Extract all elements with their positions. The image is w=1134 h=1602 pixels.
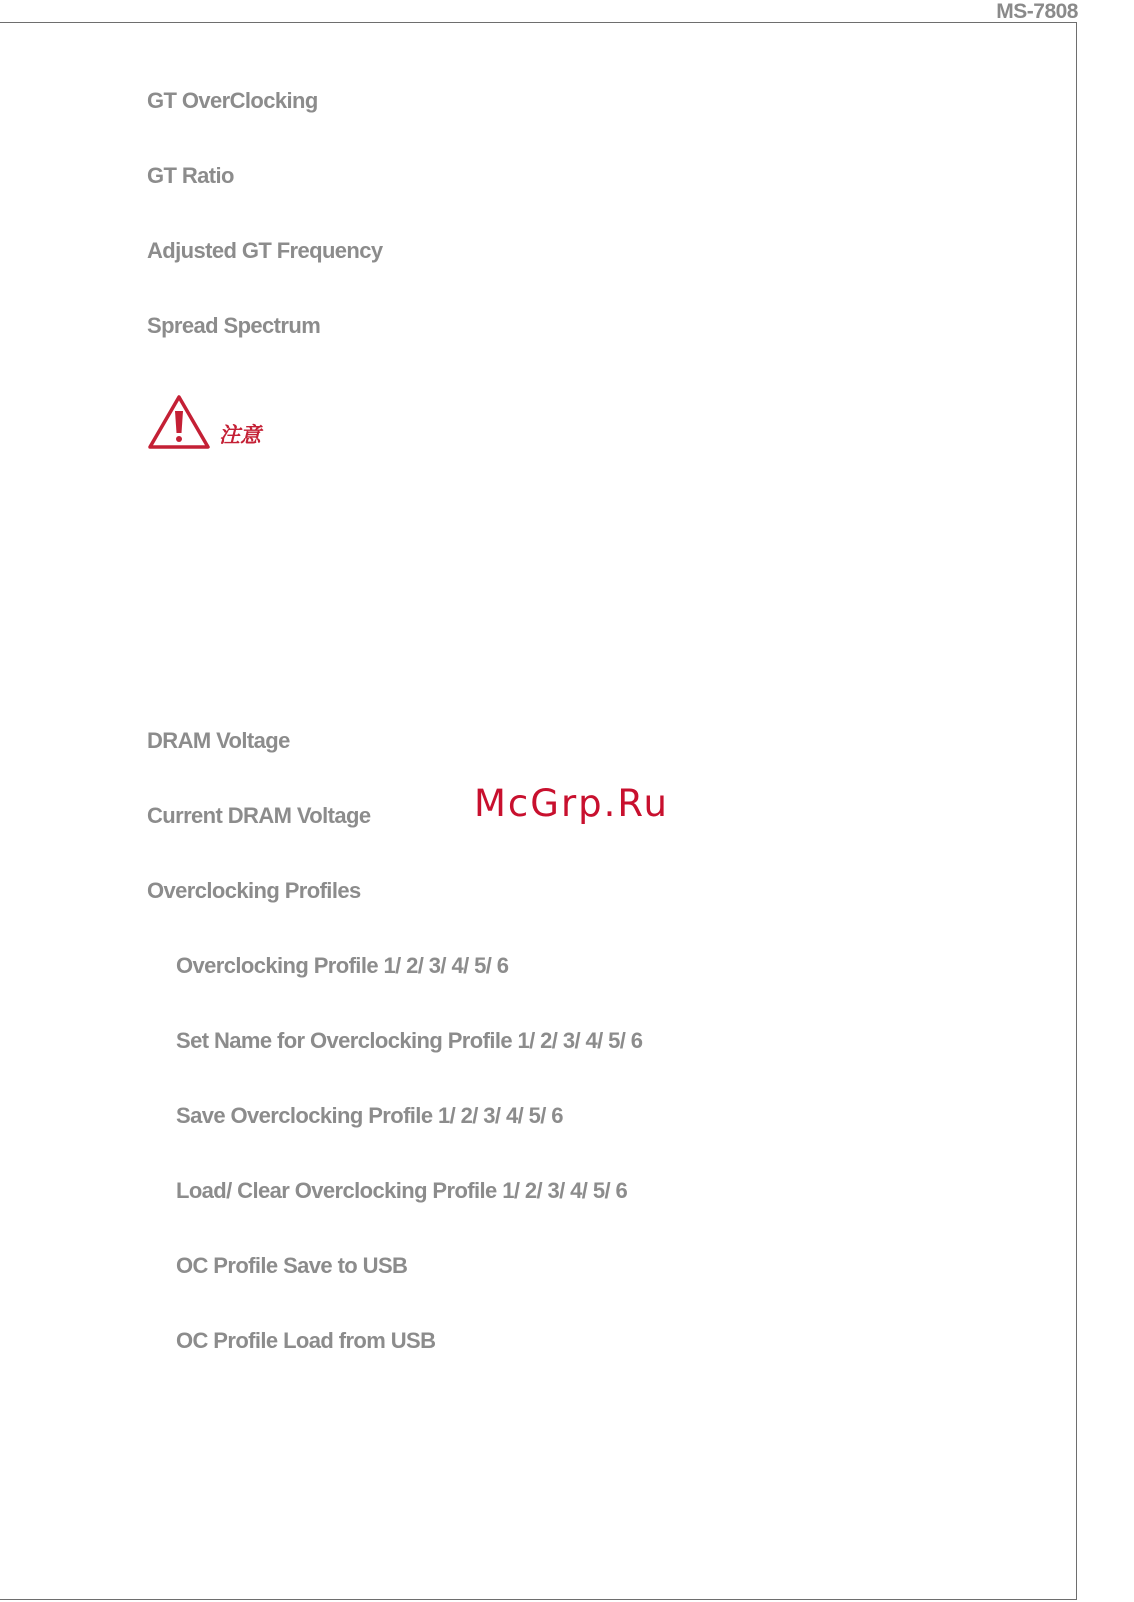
setting-spread-spectrum: Spread Spectrum	[147, 313, 321, 338]
setting-current-dram-voltage: Current DRAM Voltage	[147, 803, 371, 828]
profile-item-load-clear: Load/ Clear Overclocking Profile 1/ 2/ 3/ 4/ 5/ 6	[176, 1178, 628, 1203]
profile-item-load-from-usb: OC Profile Load from USB	[176, 1328, 436, 1353]
profile-item-save: Save Overclocking Profile 1/ 2/ 3/ 4/ 5/ 6	[176, 1103, 563, 1128]
model-number: MS-7808	[996, 0, 1078, 23]
setting-adjusted-gt-frequency: Adjusted GT Frequency	[147, 238, 383, 263]
profile-item-set-name: Set Name for Overclocking Profile 1/ 2/ 3/ 4/ 5/ 6	[176, 1028, 643, 1053]
warning-triangle-icon	[147, 393, 211, 451]
profile-item-overclocking-profile: Overclocking Profile 1/ 2/ 3/ 4/ 5/ 6	[176, 953, 509, 978]
watermark: McGrp.Ru	[474, 782, 669, 825]
profile-item-save-to-usb: OC Profile Save to USB	[176, 1253, 408, 1278]
setting-gt-overclocking: GT OverClocking	[147, 88, 318, 113]
setting-gt-ratio: GT Ratio	[147, 163, 234, 188]
caution-heading	[147, 393, 261, 451]
caution-label: 注意	[219, 424, 261, 447]
setting-overclocking-profiles: Overclocking Profiles	[147, 878, 361, 903]
setting-dram-voltage: DRAM Voltage	[147, 728, 290, 753]
